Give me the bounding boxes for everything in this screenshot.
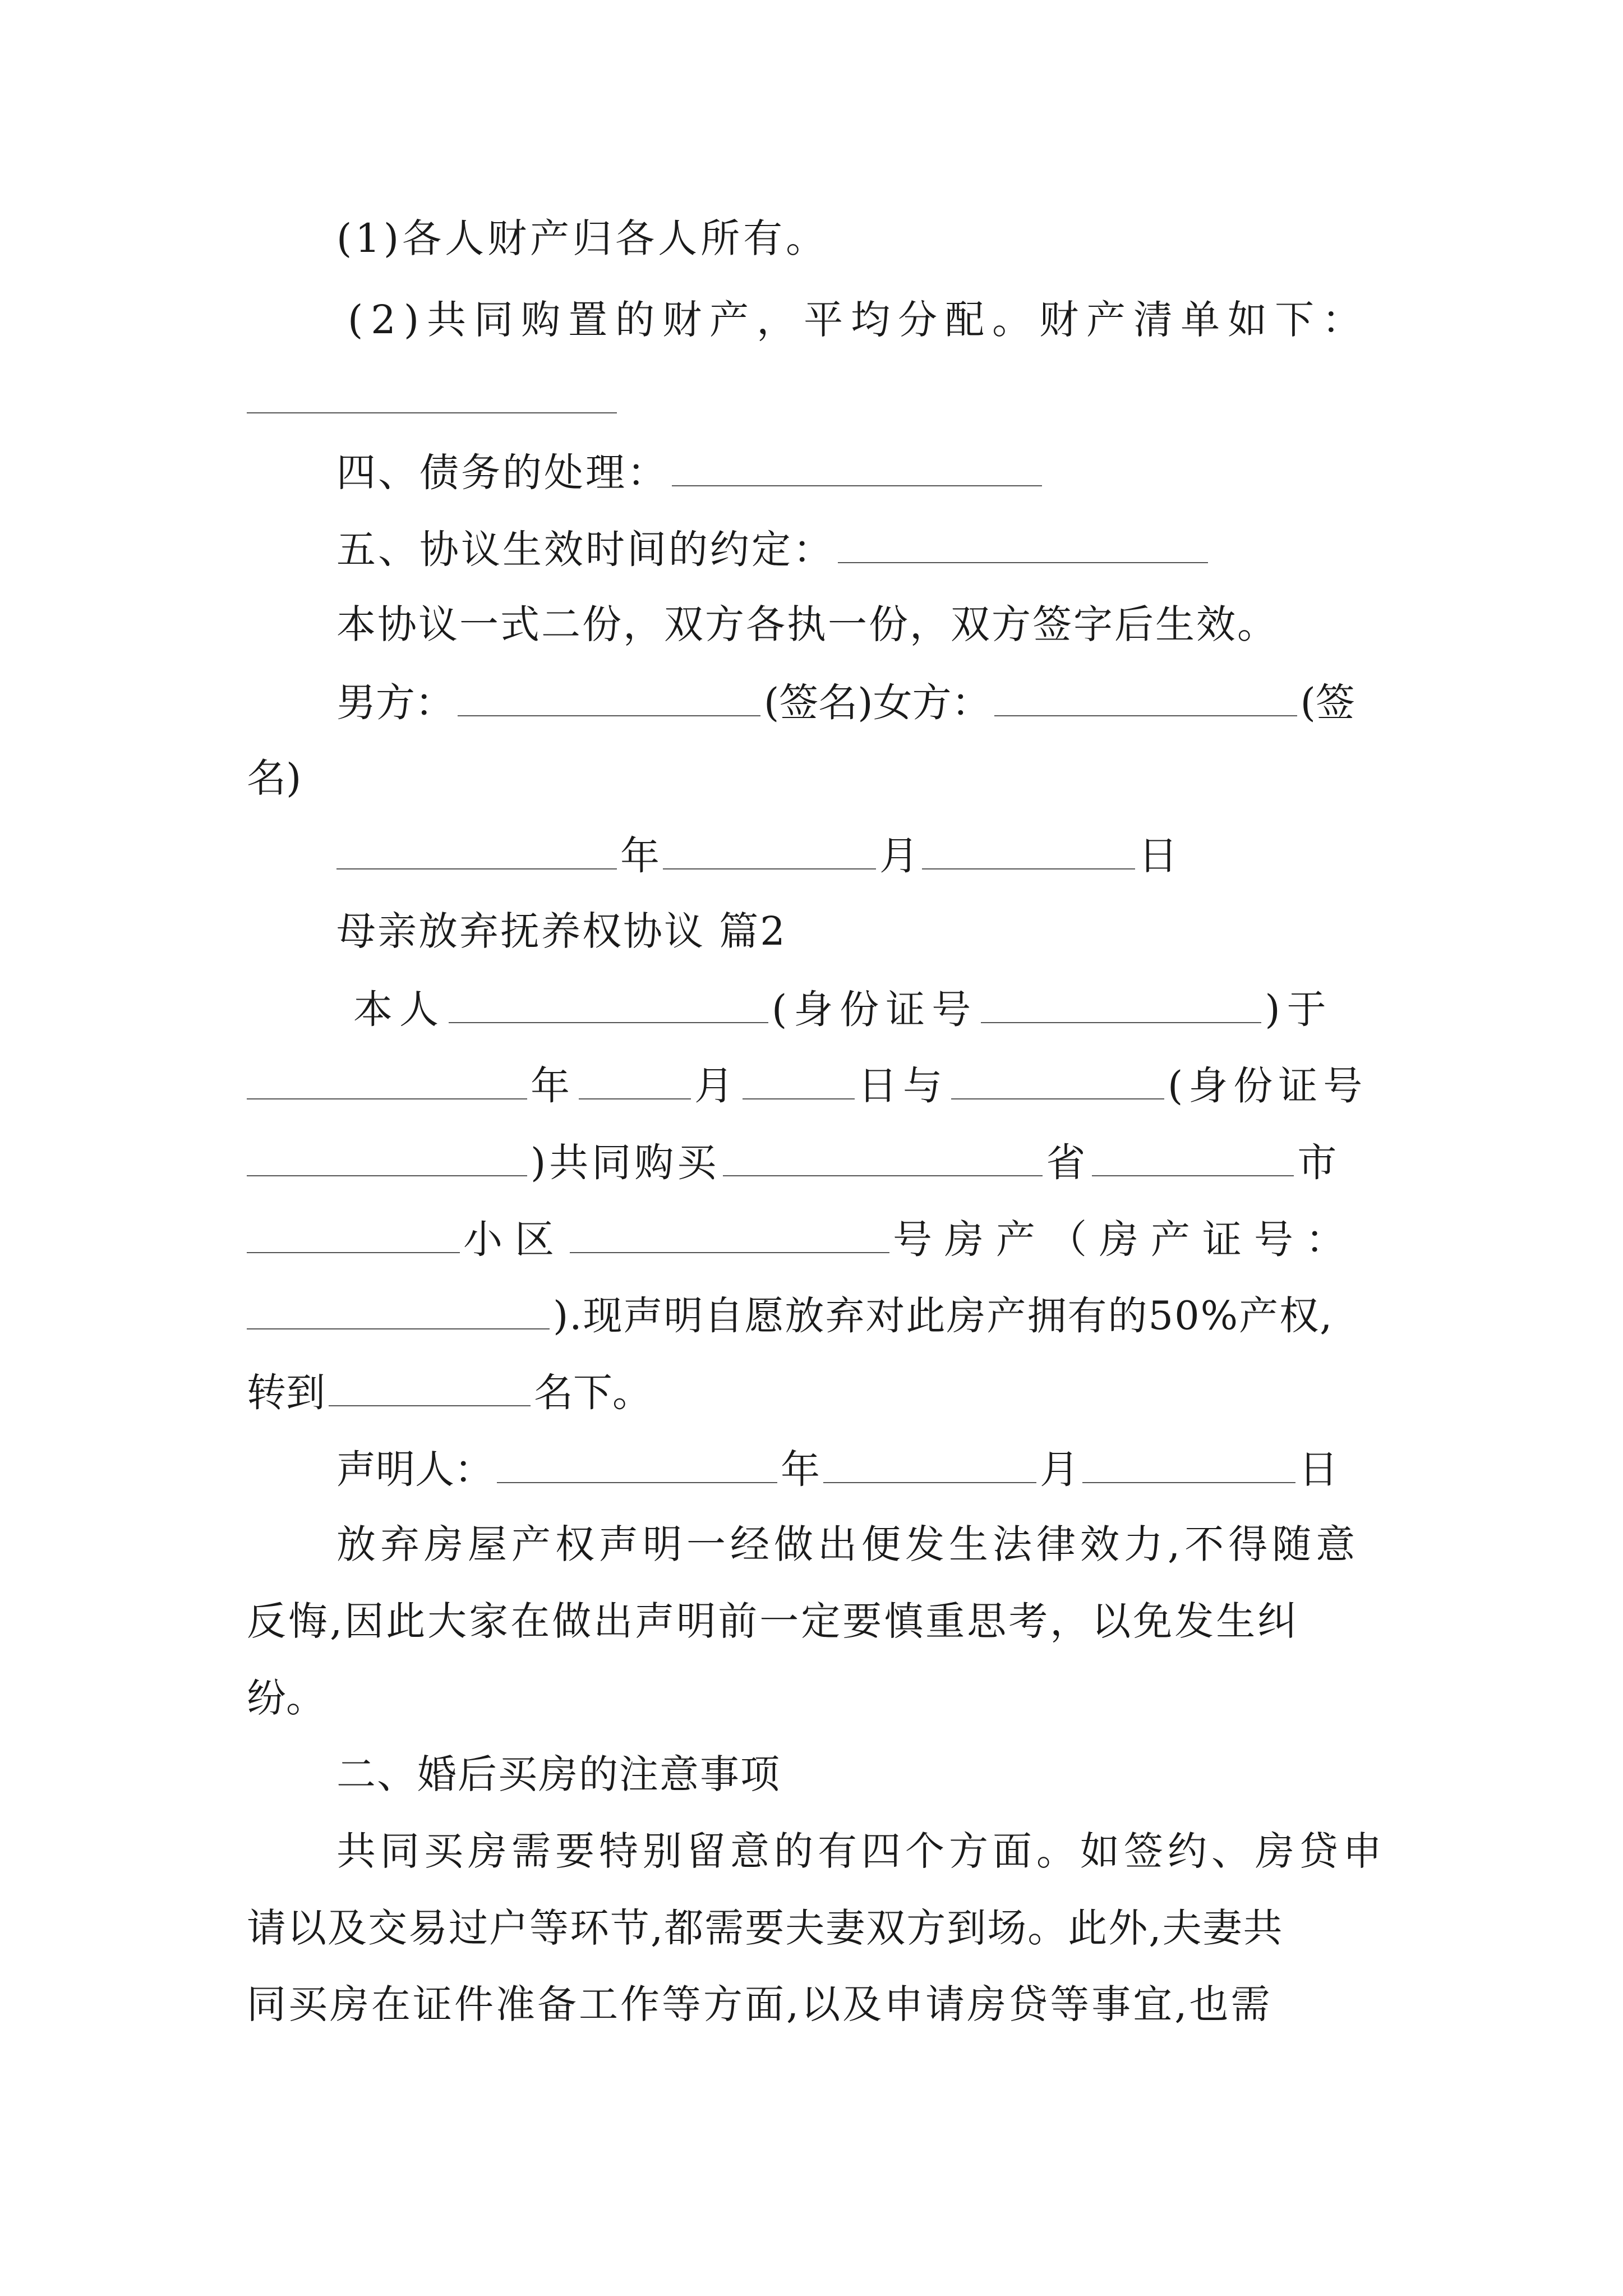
city-blank [1092, 1142, 1294, 1176]
district-blank [247, 1218, 460, 1253]
name-blank [449, 988, 768, 1023]
sign-label: (签 [1300, 679, 1355, 726]
buy-year-blank [247, 1065, 527, 1099]
month-blank [663, 835, 876, 869]
effective-time-blank [838, 528, 1208, 563]
declarant-year-label: 年 [781, 1446, 820, 1493]
declarant-label: 声明人： [336, 1446, 494, 1493]
declarant-day-blank [1082, 1448, 1295, 1483]
text-line: 同买房在证件准备工作等方面,以及申请房贷等事宜,也需 [247, 1981, 1272, 2027]
declarant-month-label: 月 [1040, 1446, 1079, 1493]
declarant-month-blank [823, 1448, 1036, 1483]
text-line [353, 986, 1333, 1033]
partner-id-label: (身份证号 [1168, 1062, 1368, 1109]
buy-day-blank [743, 1065, 855, 1099]
date-line [336, 832, 1178, 879]
text-line: 纷。 [247, 1675, 325, 1721]
self-label: 本人 [353, 986, 445, 1033]
signature-line [336, 679, 1355, 726]
text-line [247, 1292, 1334, 1339]
text-line [247, 1062, 1368, 1109]
buy-month-blank [579, 1065, 691, 1099]
property-cert-label: 号房产（房产证号： [893, 1216, 1357, 1263]
text-line: 共同买房需要特别留意的有四个方面。如签约、房贷申 [336, 1828, 1386, 1874]
id-blank [981, 988, 1261, 1023]
text-line: 反悔,因此大家在做出声明前一定要慎重思考，以免发生纠 [247, 1598, 1299, 1644]
transferee-blank [329, 1372, 531, 1406]
text-line [247, 1139, 1340, 1186]
text-line [247, 1216, 1357, 1263]
buy-year-label: 年 [531, 1062, 575, 1109]
year-label: 年 [620, 832, 660, 879]
day-label: 日 [1138, 832, 1178, 879]
partner-blank [951, 1065, 1164, 1099]
statement-text: ).现声明自愿放弃对此房产拥有的50%产权, [553, 1292, 1334, 1339]
province-label: 省 [1046, 1139, 1089, 1186]
debt-blank [672, 452, 1042, 486]
text-line [336, 526, 1211, 573]
joint-purchase-label: )共同购买 [531, 1139, 720, 1186]
text-line: (2)共同购置的财产，平均分配。财产清单如下： [348, 297, 1370, 343]
day-blank [922, 835, 1135, 869]
section-title: 母亲放弃抚养权协议 篇2 [336, 908, 787, 954]
text-line: 名) [247, 755, 302, 801]
debt-label: 四、债务的处理： [336, 449, 668, 496]
text-line [336, 449, 1045, 496]
at-label: )于 [1265, 986, 1333, 1033]
husband-blank [458, 682, 760, 716]
city-label: 市 [1297, 1139, 1340, 1186]
under-name-label: 名下。 [534, 1369, 652, 1416]
section-heading: 二、婚后买房的注意事项 [336, 1751, 781, 1797]
wife-blank [994, 682, 1297, 716]
text-line: 本协议一式二份，双方各执一份，双方签字后生效。 [336, 601, 1278, 647]
property-list-blank [247, 379, 617, 420]
declarant-year-blank [497, 1448, 777, 1483]
community-label: 小区 [463, 1216, 566, 1263]
transfer-label: 转到 [247, 1369, 325, 1416]
month-label: 月 [879, 832, 919, 879]
husband-label: 男方： [336, 679, 454, 726]
buy-month-label: 月 [694, 1062, 739, 1109]
declarant-day-label: 日 [1299, 1446, 1338, 1493]
wife-label: (签名)女方： [764, 679, 991, 726]
text-line: (1)各人财产归各人所有。 [336, 215, 829, 261]
text-line [247, 1369, 652, 1416]
declarant-line [336, 1446, 1338, 1493]
text-line: 放弃房屋产权声明一经做出便发生法律效力,不得随意 [336, 1521, 1360, 1567]
text-line: 请以及交易过户等环节,都需要夫妻双方到场。此外,夫妻共 [247, 1905, 1284, 1951]
province-blank [723, 1142, 1043, 1176]
partner-id-blank [247, 1142, 527, 1176]
house-number-blank [570, 1218, 889, 1253]
id-label: (身份证号 [772, 986, 978, 1033]
cert-number-blank [247, 1295, 550, 1329]
buy-with-label: 日与 [858, 1062, 948, 1109]
year-blank [336, 835, 617, 869]
effective-time-label: 五、协议生效时间的约定： [336, 526, 834, 573]
